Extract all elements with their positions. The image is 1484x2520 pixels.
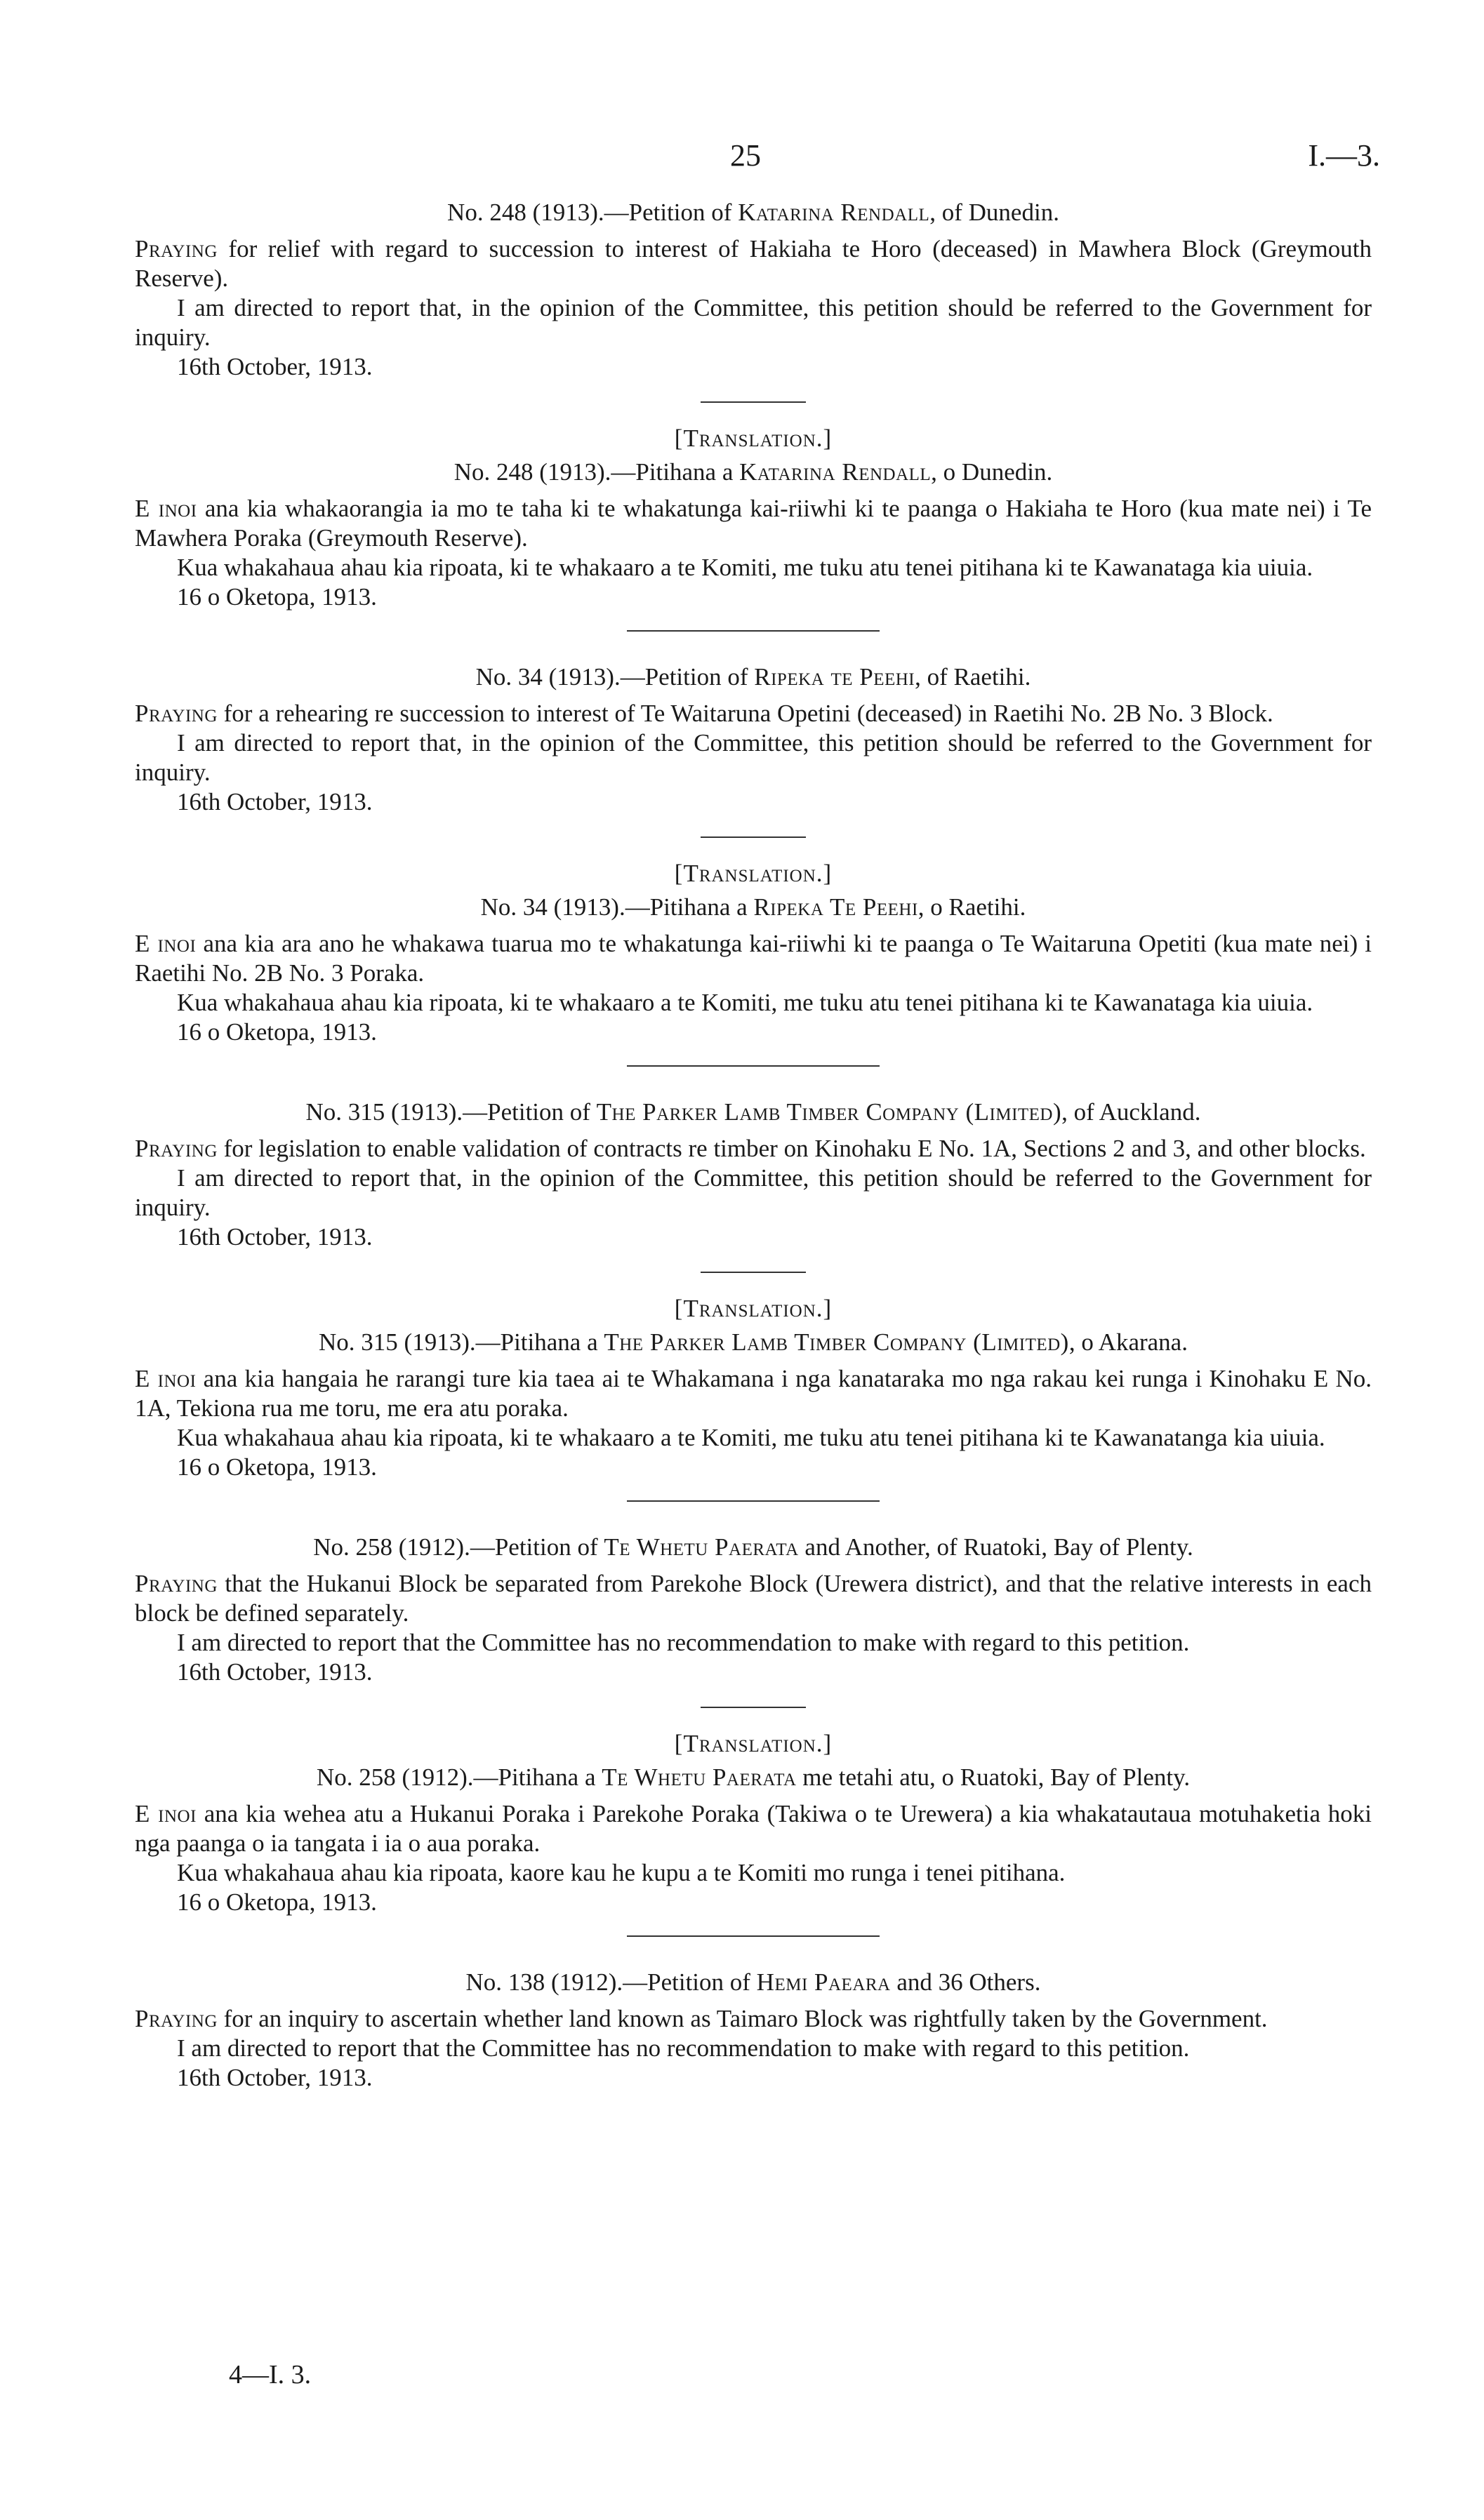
petition-body: Praying that the Hukanui Block be separated from Parekohe Block (Urewera district), and that the relative interests in each block be defined separately. xyxy=(135,1570,1372,1627)
committee-report: Kua whakahaua ahau kia ripoata, ki te whakaaro a te Komiti, me tuku atu tenei pitihana ki te Kawanataga kia uiuia. xyxy=(177,554,1313,581)
petition-title: No. 258 (1912).—Pitihana a Te Whetu Paerata me tetahi atu, o Ruatoki, Bay of Plenty. xyxy=(316,1764,1191,1791)
report-date: 16th October, 1913. xyxy=(177,788,373,815)
petition-315-english xyxy=(135,1098,1372,1252)
report-date: 16th October, 1913. xyxy=(177,353,373,380)
report-date: 16th October, 1913. xyxy=(177,1658,373,1686)
paper-reference: I.—3. xyxy=(1308,138,1380,173)
petition-title: No. 138 (1912).—Petition of Hemi Paeara and 36 Others. xyxy=(465,1968,1041,1996)
translation-label: [Translation.] xyxy=(674,425,833,452)
report-date: 16 o Oketopa, 1913. xyxy=(177,583,377,611)
petition-title: No. 34 (1913).—Pitihana a Ripeka Te Peehi, o Raetihi. xyxy=(480,893,1026,921)
petition-body: E inoi ana kia hangaia he rarangi ture kia taea ai te Whakamana i nga kanataraka mo nga rakau kei runga i Kinohaku E No. 1A, Tekiona rua me toru, me era atu poraka. xyxy=(135,1365,1372,1422)
page-content xyxy=(135,198,1372,2093)
translation-label: [Translation.] xyxy=(674,860,833,887)
petition-138-english xyxy=(135,1968,1372,2093)
section-divider-long xyxy=(627,1935,880,1937)
section-divider-long xyxy=(627,630,880,632)
petition-body: E inoi ana kia whakaorangia ia mo te taha ki te whakatunga kai-riiwhi ki te paanga o Hakiaha te Horo (kua mate nei) i Te Mawhera Poraka (Greymouth Reserve). xyxy=(135,495,1372,552)
petition-248-english xyxy=(135,198,1372,382)
section-divider-short xyxy=(701,1272,806,1273)
report-date: 16th October, 1913. xyxy=(177,2064,373,2091)
petition-258-english xyxy=(135,1533,1372,1687)
committee-report: I am directed to report that, in the opinion of the Committee, this petition should be referred to the Government for inquiry. xyxy=(135,1164,1372,1221)
committee-report: I am directed to report that the Committee has no recommendation to make with regard to this petition. xyxy=(177,1629,1190,1656)
committee-report: Kua whakahaua ahau kia ripoata, kaore kau he kupu a te Komiti mo runga i tenei pitihana. xyxy=(177,1859,1066,1886)
petition-title: No. 248 (1913).—Pitihana a Katarina Rendall, o Dunedin. xyxy=(453,458,1053,486)
petition-body: Praying for legislation to enable validation of contracts re timber on Kinohaku E No. 1A, Sections 2 and 3, and other blocks. xyxy=(135,1135,1366,1162)
translation-label: [Translation.] xyxy=(674,1730,833,1757)
petition-258-translation xyxy=(135,1729,1372,1917)
committee-report: I am directed to report that, in the opinion of the Committee, this petition should be referred to the Government for inquiry. xyxy=(135,294,1372,351)
petition-315-translation xyxy=(135,1294,1372,1482)
signature-mark: 4—I. 3. xyxy=(229,2360,312,2389)
committee-report: I am directed to report that the Committee has no recommendation to make with regard to this petition. xyxy=(177,2034,1190,2062)
petition-34-translation xyxy=(135,859,1372,1047)
report-date: 16 o Oketopa, 1913. xyxy=(177,1888,377,1916)
petition-title: No. 315 (1913).—Pitihana a The Parker Lamb Timber Company (Limited), o Akarana. xyxy=(319,1328,1188,1356)
report-date: 16 o Oketopa, 1913. xyxy=(177,1018,377,1046)
petition-34-english xyxy=(135,662,1372,817)
committee-report: I am directed to report that, in the opinion of the Committee, this petition should be referred to the Government for inquiry. xyxy=(135,729,1372,786)
section-divider-long xyxy=(627,1065,880,1067)
petition-title: No. 248 (1913).—Petition of Katarina Rendall, of Dunedin. xyxy=(447,199,1059,226)
page-header xyxy=(0,138,1484,180)
report-date: 16th October, 1913. xyxy=(177,1223,373,1251)
petition-body: E inoi ana kia ara ano he whakawa tuarua mo te whakatunga kai-riiwhi ki te paanga o Te Waitaruna Opetiti (kua mate nei) i Raetihi No. 2B No. 3 Poraka. xyxy=(135,930,1372,987)
petition-title: No. 258 (1912).—Petition of Te Whetu Paerata and Another, of Ruatoki, Bay of Plenty. xyxy=(313,1533,1193,1561)
page-number: 25 xyxy=(730,138,761,173)
section-divider-long xyxy=(627,1500,880,1502)
section-divider-short xyxy=(701,836,806,838)
petition-title: No. 315 (1913).—Petition of The Parker Lamb Timber Company (Limited), of Auckland. xyxy=(305,1098,1201,1126)
committee-report: Kua whakahaua ahau kia ripoata, ki te whakaaro a te Komiti, me tuku atu tenei pitihana ki te Kawanataga kia uiuia. xyxy=(177,989,1313,1016)
petition-body: E inoi ana kia wehea atu a Hukanui Poraka i Parekohe Poraka (Takiwa o te Urewera) a kia whakatautaua motuhaketia hoki nga paanga o ia tangata i ia o aua poraka. xyxy=(135,1800,1372,1857)
translation-label: [Translation.] xyxy=(674,1295,833,1322)
section-divider-short xyxy=(701,1707,806,1708)
petition-title: No. 34 (1913).—Petition of Ripeka te Peehi, of Raetihi. xyxy=(475,663,1031,691)
section-divider-short xyxy=(701,401,806,403)
petition-body: Praying for relief with regard to succession to interest of Hakiaha te Horo (deceased) in Mawhera Block (Greymouth Reserve). xyxy=(135,235,1372,292)
petition-248-translation xyxy=(135,424,1372,612)
petition-body: Praying for a rehearing re succession to interest of Te Waitaruna Opetini (deceased) in Raetihi No. 2B No. 3 Block. xyxy=(135,700,1273,727)
report-date: 16 o Oketopa, 1913. xyxy=(177,1453,377,1481)
committee-report: Kua whakahaua ahau kia ripoata, ki te whakaaro a te Komiti, me tuku atu tenei pitihana ki te Kawanatanga kia uiuia. xyxy=(177,1424,1325,1451)
petition-body: Praying for an inquiry to ascertain whether land known as Taimaro Block was rightfully taken by the Government. xyxy=(135,2005,1268,2032)
